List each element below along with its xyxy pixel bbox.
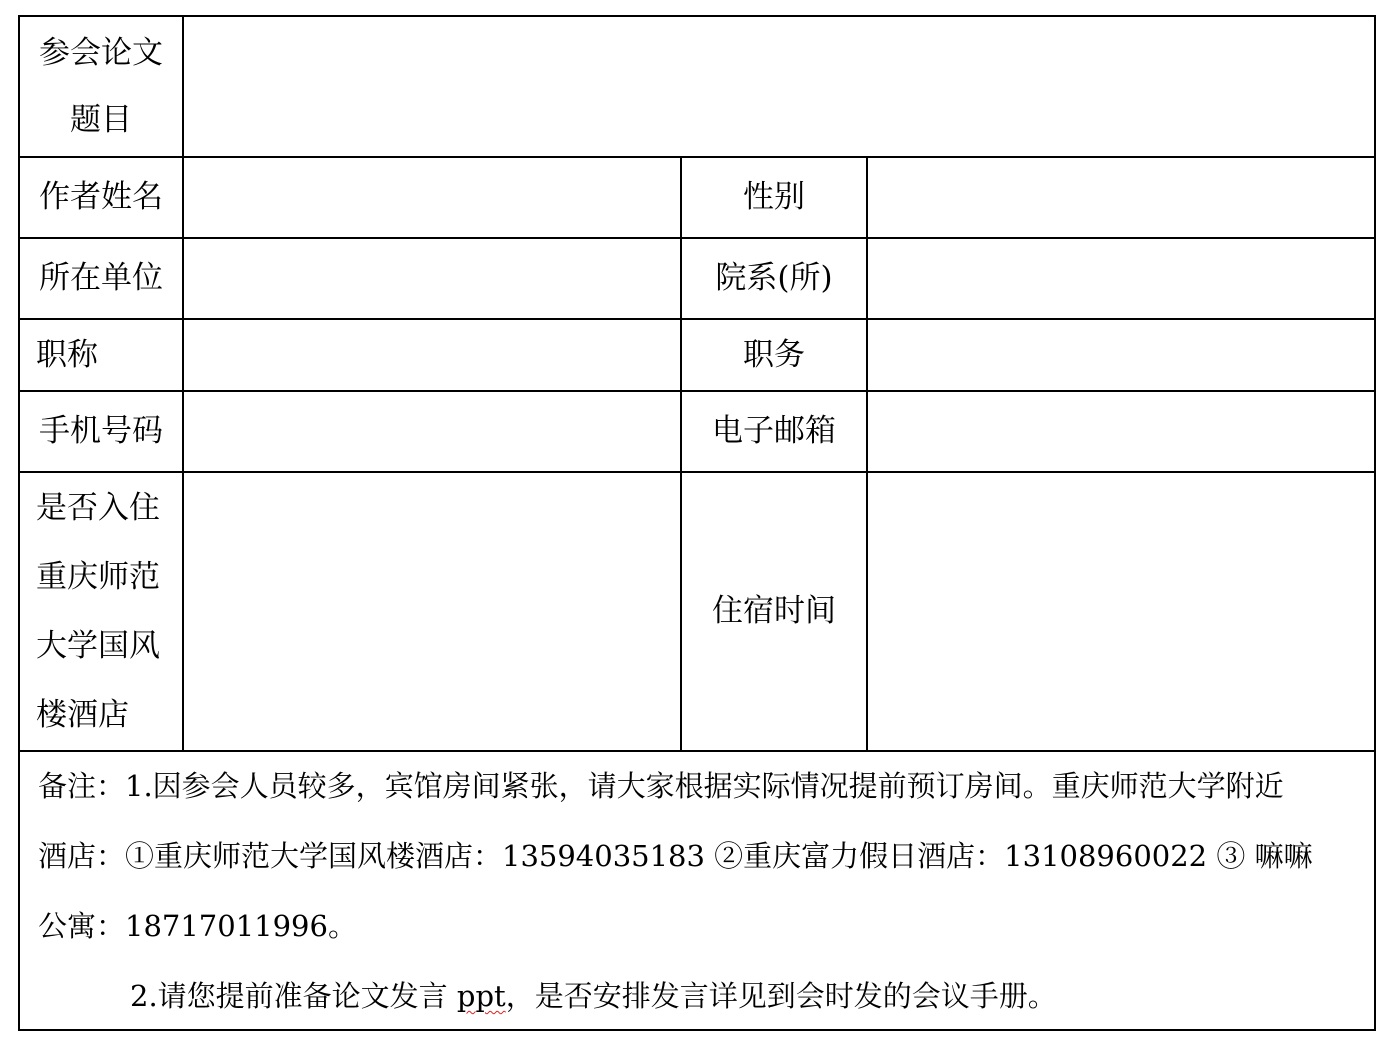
stay-time-label: 住宿时间	[712, 593, 836, 629]
paper-title-field[interactable]	[184, 17, 1374, 156]
author-name-label: 作者姓名	[39, 179, 163, 215]
position-label: 职务	[743, 336, 805, 373]
organization-label: 所在单位	[39, 260, 163, 296]
gender-field[interactable]	[868, 158, 1374, 237]
ppt-word: ppt	[456, 979, 506, 1013]
gender-label: 性别	[743, 179, 805, 215]
notes-line-3: 公寓：18717011996。	[38, 909, 357, 943]
notes-line-1: 备注：1.因参会人员较多，宾馆房间紧张，请大家根据实际情况提前预订房间。重庆师范大学附近	[38, 769, 1284, 803]
registration-form-table	[18, 15, 1376, 1031]
hotel-question-line1: 是否入住	[36, 489, 160, 526]
paper-title-label	[20, 17, 182, 156]
paper-title-label-line1: 参会论文	[39, 34, 163, 71]
title-field[interactable]	[184, 320, 680, 390]
title-label: 职称	[36, 336, 98, 373]
phone-field[interactable]	[184, 392, 680, 471]
hotel-question-line2: 重庆师范	[36, 558, 160, 595]
paper-title-label-line2: 题目	[70, 101, 132, 138]
phone-label: 手机号码	[39, 413, 163, 449]
email-label: 电子邮箱	[712, 413, 836, 449]
notes-line-4-before: 2.请您提前准备论文发言	[130, 979, 457, 1013]
hotel-question-line3: 大学国风	[36, 627, 160, 664]
department-label: 院系(所)	[715, 260, 833, 296]
department-field[interactable]	[868, 239, 1374, 318]
organization-field[interactable]	[184, 239, 680, 318]
position-field[interactable]	[868, 320, 1374, 390]
stay-time-field[interactable]	[868, 473, 1374, 750]
notes-line-4	[38, 961, 1356, 1031]
notes-section	[20, 751, 1374, 1029]
email-field[interactable]	[868, 392, 1374, 471]
hotel-choice-field[interactable]	[184, 473, 680, 750]
hotel-question-line4: 楼酒店	[36, 696, 129, 733]
hotel-question-label	[36, 473, 182, 750]
notes-line-2: 酒店：①重庆师范大学国风楼酒店：13594035183 ②重庆富力假日酒店：13108960022 ③ 嘛嘛	[38, 839, 1313, 873]
author-name-field[interactable]	[184, 158, 680, 237]
notes-line-4-after: ，是否安排发言详见到会时发的会议手册。	[505, 979, 1057, 1013]
